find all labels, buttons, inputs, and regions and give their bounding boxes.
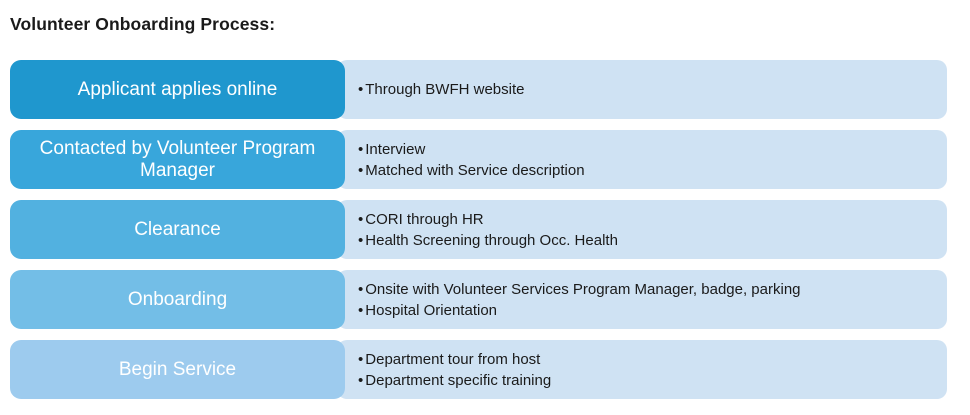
bullet-text: CORI through HR xyxy=(365,210,484,228)
bullet-icon: • xyxy=(358,371,364,389)
bullet-item xyxy=(358,160,947,181)
page-title: Volunteer Onboarding Process: xyxy=(10,14,276,34)
detail-box-contacted xyxy=(337,130,947,189)
step-box-contacted xyxy=(10,130,345,189)
step-label: Applicant applies online xyxy=(77,78,278,100)
process-rows xyxy=(10,60,947,399)
detail-box-clearance xyxy=(337,200,947,259)
step-label: Begin Service xyxy=(118,358,237,380)
bullet-icon: • xyxy=(358,350,364,368)
bullet-item xyxy=(358,79,947,100)
bullet-item xyxy=(358,370,947,391)
bullet-text: Onsite with Volunteer Services Program Manager, badge, parking xyxy=(365,280,801,298)
bullet-text: Interview xyxy=(365,140,426,158)
process-row-begin-service xyxy=(10,340,947,399)
bullet-text: Health Screening through Occ. Health xyxy=(365,231,618,249)
detail-box-applicant-applies xyxy=(337,60,947,119)
process-row-onboarding xyxy=(10,270,947,329)
process-row-clearance xyxy=(10,200,947,259)
bullet-icon: • xyxy=(358,140,364,158)
bullet-icon: • xyxy=(358,301,364,319)
step-box-clearance xyxy=(10,200,345,259)
bullet-icon: • xyxy=(358,210,364,228)
bullet-icon: • xyxy=(358,81,364,98)
bullet-item xyxy=(358,300,947,321)
detail-box-onboarding xyxy=(337,270,947,329)
bullet-text: Department specific training xyxy=(365,371,552,389)
bullet-item xyxy=(358,279,947,300)
bullet-text: Department tour from host xyxy=(365,350,541,368)
bullet-item xyxy=(358,139,947,160)
bullet-icon: • xyxy=(358,161,364,179)
step-label: Contacted by Volunteer Program Manager xyxy=(39,137,316,181)
bullet-item xyxy=(358,230,947,251)
step-box-applicant-applies xyxy=(10,60,345,119)
bullet-icon: • xyxy=(358,280,364,298)
step-box-onboarding xyxy=(10,270,345,329)
process-row-applicant-applies xyxy=(10,60,947,119)
bullet-text: Through BWFH website xyxy=(365,81,525,98)
bullet-item xyxy=(358,349,947,370)
step-label: Onboarding xyxy=(127,288,228,310)
process-row-contacted xyxy=(10,130,947,189)
step-label: Clearance xyxy=(134,218,221,240)
bullet-text: Hospital Orientation xyxy=(365,301,497,319)
bullet-icon: • xyxy=(358,231,364,249)
bullet-item xyxy=(358,209,947,230)
step-box-begin-service xyxy=(10,340,345,399)
bullet-text: Matched with Service description xyxy=(365,161,585,179)
detail-box-begin-service xyxy=(337,340,947,399)
